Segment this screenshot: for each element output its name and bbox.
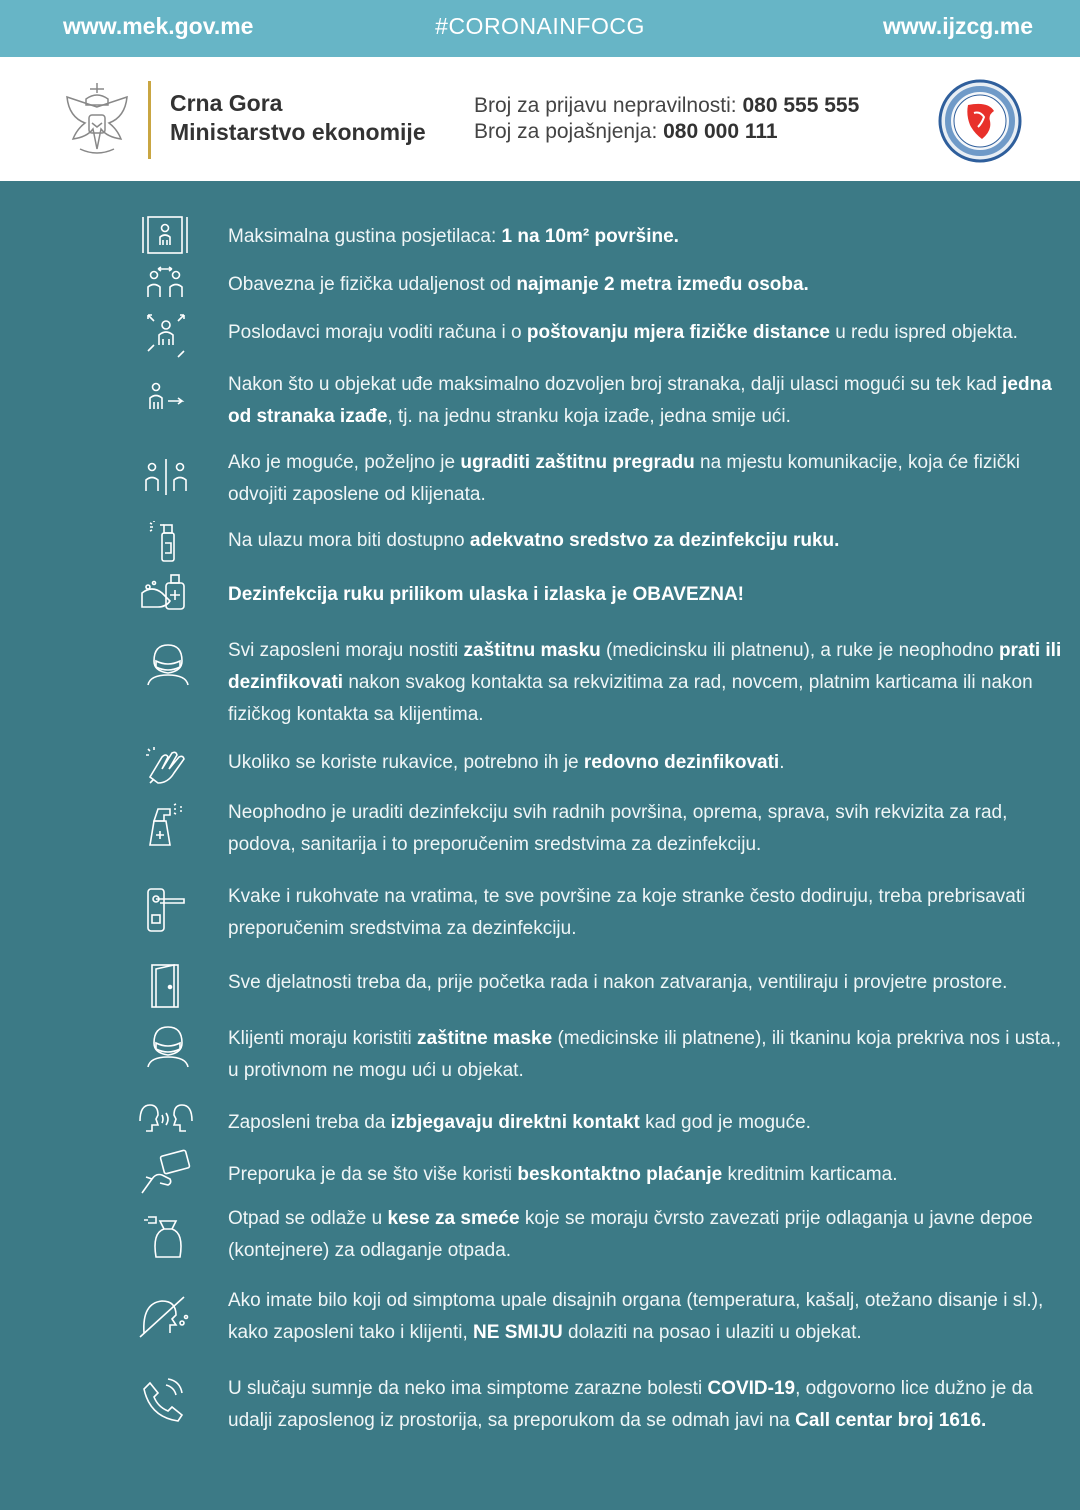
rule-emphasis: izbjegavaju direktni kontakt	[390, 1112, 640, 1133]
ministry-name	[170, 89, 426, 147]
rule-emphasis: redovno dezinfikovati	[583, 752, 780, 773]
rule-text	[228, 369, 1068, 433]
distance-people-icon	[136, 265, 196, 315]
rule-text	[228, 1203, 1068, 1267]
rule-segment: Zaposleni treba da	[228, 1112, 391, 1133]
rule-emphasis: zaštitne maske	[417, 1028, 553, 1049]
rule-segment: Ako imate bilo koji od simptoma upale disajnih organa (temperatura, kašalj, otežano disanje i sl.), kako zaposleni tako i klijenti,	[228, 1290, 1044, 1343]
rule-segment: nakon svakog kontakta sa rekvizitima za rad, novcem, platnim karticama ili nakon fizičkog kontakta sa klijentima.	[228, 672, 1033, 725]
institute-logo-icon	[928, 79, 1032, 163]
rule-text	[228, 797, 1068, 861]
rule-segment: Otpad se odlaže u	[228, 1208, 388, 1229]
rule-text	[228, 635, 1068, 731]
sanitizer-spray-icon	[136, 519, 196, 569]
rule-text	[228, 269, 1068, 301]
rule-segment: Neophodno je uraditi dezinfekciju svih radnih površina, oprema, sprava, svih rekvizita za rad, podova, sanitarija i to preporučenim sredstvima za dezinfekciju.	[228, 802, 1008, 855]
rule-segment: Nakon što u objekat uđe maksimalno dozvoljen broj stranaka, dalji ulasci mogući su tek kad	[228, 374, 1003, 395]
rule-segment: Kvake i rukohvate na vratima, te sve površine za koje stranke često dodiruju, treba prebrisavati preporučenim sredstvima za dezinfekciju.	[228, 886, 1026, 939]
rule-emphasis: poštovanju mjera fizičke distance	[526, 322, 830, 343]
institute-website-link[interactable]: www.ijzcg.me	[883, 13, 1033, 39]
queue-distance-icon	[136, 311, 196, 361]
rule-segment: Sve djelatnosti treba da, prije početka rada i nakon zatvaranja, ventiliraju i provjetre prostore.	[228, 972, 1008, 993]
rule-text	[228, 1285, 1068, 1349]
rule-emphasis: Dezinfekcija ruku prilikom ulaska i izlaska je OBAVEZNA!	[228, 584, 744, 605]
hashtag-label: #CORONAINFOCG	[435, 13, 645, 39]
no-symptoms-icon	[136, 1293, 196, 1343]
report-phone-number[interactable]: 080 555 555	[742, 94, 860, 117]
rule-segment: u redu ispred objekta.	[829, 322, 1018, 343]
divider	[148, 81, 151, 159]
info-phone: Broj za pojašnjenja: 080 000 111	[474, 120, 778, 143]
hand-sanitizer-icon	[136, 571, 196, 621]
rule-segment: Klijenti moraju koristiti	[228, 1028, 417, 1049]
rule-segment: Obavezna je fizička udaljenost od	[228, 274, 517, 295]
info-phone-number[interactable]: 080 000 111	[663, 120, 778, 143]
door-icon	[136, 963, 196, 1013]
report-phone: Broj za prijavu nepravilnosti: 080 555 555	[474, 94, 860, 117]
rule-text	[228, 747, 1068, 779]
barrier-icon	[136, 457, 196, 507]
rule-segment: U slučaju sumnje da neko ima simptome zarazne bolesti	[228, 1378, 708, 1399]
area-density-icon	[136, 213, 196, 263]
mask-client-icon	[136, 1023, 196, 1073]
phone-call-icon	[136, 1377, 196, 1427]
coat-of-arms-icon	[60, 79, 134, 161]
rule-text	[228, 525, 1068, 557]
mask-person-icon	[136, 641, 196, 691]
person-exit-icon	[136, 377, 196, 427]
rule-segment: , odgovorno lice dužno je da udalji zaposlenog iz prostorija, sa preporukom da se odmah javi na	[228, 1378, 1033, 1431]
phone-numbers	[474, 93, 859, 145]
rule-segment: (medicinsku ili platnenu), a ruke je neophodno	[600, 640, 999, 661]
rules-list	[0, 181, 1080, 1510]
rule-emphasis: adekvatno sredstvo za dezinfekciju ruku.	[469, 530, 840, 551]
rule-text	[228, 1373, 1068, 1437]
waste-bag-icon	[136, 1211, 196, 1261]
rule-emphasis: NE SMIJU	[473, 1322, 563, 1343]
contactless-card-icon	[136, 1149, 196, 1199]
rule-text	[228, 317, 1068, 349]
rule-segment: Na ulazu mora biti dostupno	[228, 530, 470, 551]
header	[0, 57, 1080, 181]
rule-segment: , tj. na jednu stranku koja izađe, jedna smije ući.	[387, 406, 791, 427]
rule-segment: na mjestu komunikacije, koja će fizički odvojiti zaposlene od klijenata.	[228, 452, 1020, 505]
rule-segment: Ako je moguće, poželjno je	[228, 452, 461, 473]
rule-text	[228, 881, 1068, 945]
rule-emphasis: COVID-19	[707, 1378, 796, 1399]
rule-segment: .	[779, 752, 785, 773]
rule-emphasis: prati ili dezinfikovati	[228, 640, 1062, 693]
rule-emphasis: ugraditi zaštitnu pregradu	[460, 452, 695, 473]
rule-text	[228, 1159, 1068, 1191]
gloves-icon	[136, 743, 196, 793]
rule-text	[228, 967, 1068, 999]
rule-text	[228, 221, 1068, 253]
top-banner	[0, 0, 1080, 57]
rule-emphasis: Call centar broj 1616.	[795, 1410, 987, 1431]
country-name: Crna Gora	[170, 90, 283, 116]
ministry-title: Ministarstvo ekonomije	[170, 119, 426, 145]
no-contact-icon	[136, 1097, 196, 1147]
rule-segment: Preporuka je da se što više koristi	[228, 1164, 518, 1185]
rule-emphasis: beskontaktno plaćanje	[517, 1164, 723, 1185]
spray-bottle-icon	[136, 801, 196, 851]
rule-emphasis: jedna od stranaka izađe	[228, 374, 1052, 427]
rule-text	[228, 1023, 1068, 1087]
rule-segment: (medicinske ili platnene), ili tkaninu koja prekriva nos i usta., u protivnom ne mogu ući u objekat.	[228, 1028, 1062, 1081]
rule-emphasis: zaštitnu masku	[463, 640, 601, 661]
rule-text	[228, 579, 1068, 611]
rule-segment: kreditnim karticama.	[722, 1164, 898, 1185]
rule-segment: dolaziti na posao i ulaziti u objekat.	[562, 1322, 862, 1343]
ministry-website-link[interactable]: www.mek.gov.me	[63, 13, 254, 39]
rule-segment: kad god je moguće.	[639, 1112, 811, 1133]
rule-text	[228, 1107, 1068, 1139]
rule-emphasis: kese za smeće	[387, 1208, 520, 1229]
rule-segment: Svi zaposleni moraju nostiti	[228, 640, 464, 661]
rule-segment: Poslodavci moraju voditi računa i o	[228, 322, 527, 343]
rule-emphasis: 1 na 10m² površine.	[501, 226, 679, 247]
rule-segment: Maksimalna gustina posjetilaca:	[228, 226, 502, 247]
rule-text	[228, 447, 1068, 511]
rule-emphasis: najmanje 2 metra između osoba.	[516, 274, 809, 295]
rule-segment: Ukoliko se koriste rukavice, potrebno ih je	[228, 752, 584, 773]
door-handle-icon	[136, 885, 196, 935]
rule-segment: koje se moraju čvrsto zavezati prije odlaganja u javne depoe (kontejnere) za odlaganje otpada.	[228, 1208, 1033, 1261]
